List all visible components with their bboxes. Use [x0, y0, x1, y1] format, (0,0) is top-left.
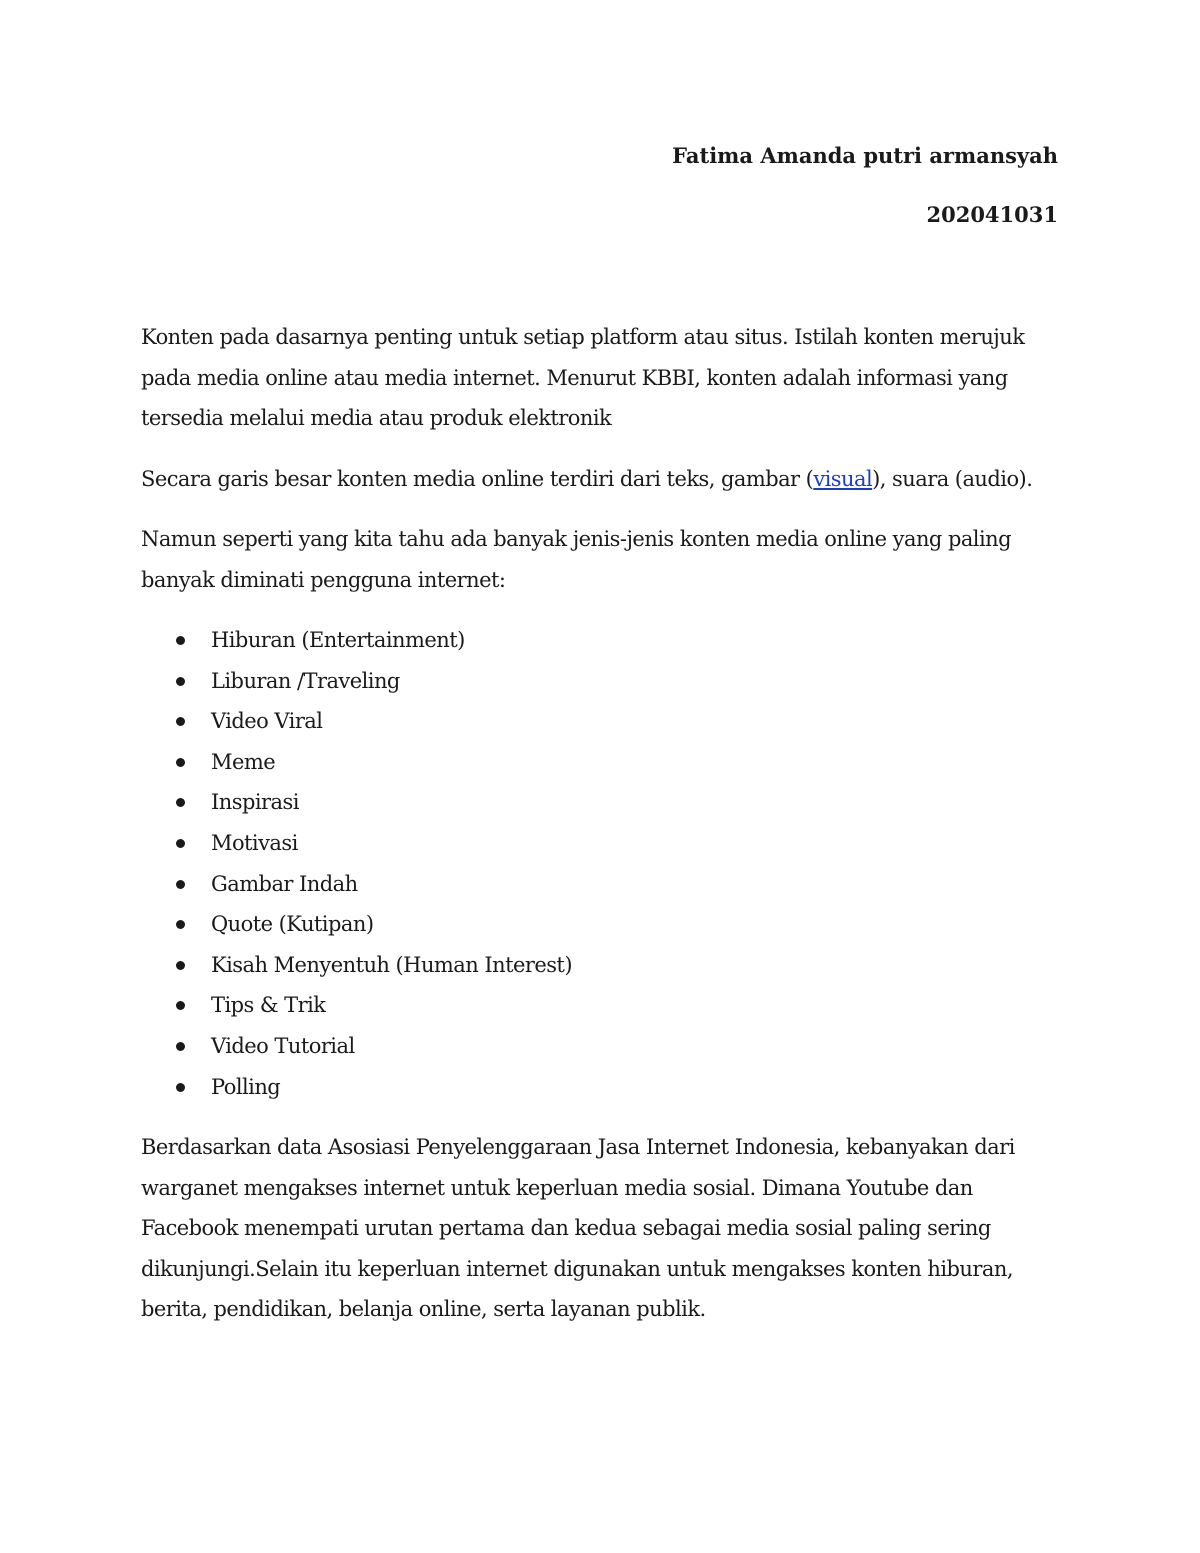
- list-item: [141, 1067, 1061, 1108]
- list-item: [141, 782, 1061, 823]
- bullet-icon: [176, 1001, 185, 1010]
- list-item-label: Kisah Menyentuh (Human Interest): [211, 952, 572, 977]
- content-types-text-after: ), suara (audio).: [872, 466, 1033, 491]
- student-id: 202041031: [926, 202, 1058, 227]
- list-item-label: Polling: [211, 1074, 281, 1099]
- list-item-label: Hiburan (Entertainment): [211, 628, 465, 652]
- bullet-icon: [176, 839, 185, 848]
- bullet-icon: [176, 717, 185, 726]
- document-header: [672, 138, 1058, 233]
- bullet-icon: [176, 961, 185, 970]
- list-item-label: Video Tutorial: [211, 1033, 355, 1058]
- list-item-label: Motivasi: [211, 830, 298, 855]
- list-item-label: Gambar Indah: [211, 871, 358, 896]
- list-item-label: Tips & Trik: [211, 993, 326, 1018]
- bullet-icon: [176, 758, 185, 767]
- list-item: [141, 985, 1061, 1026]
- content-types-text-before: Secara garis besar konten media online terdiri dari teks, gambar (: [141, 466, 814, 491]
- bullet-icon: [176, 677, 185, 686]
- list-item: [141, 823, 1061, 864]
- list-item: [141, 701, 1061, 742]
- list-item-label: Quote (Kutipan): [211, 912, 374, 937]
- intro-paragraph: Konten pada dasarnya penting untuk setiap platform atau situs. Istilah konten merujuk pada media online atau media internet. Menurut KBBI, konten adalah informasi yang tersedia melalui media atau produk elektronik: [141, 325, 1025, 430]
- content-type-list: [141, 620, 1061, 1107]
- bullet-icon: [176, 880, 185, 889]
- list-item-label: Meme: [211, 749, 276, 774]
- bullet-icon: [176, 1083, 185, 1092]
- list-item: [141, 742, 1061, 783]
- list-item: [141, 1026, 1061, 1067]
- list-item-label: Liburan /Traveling: [211, 668, 400, 693]
- list-item-label: Video Viral: [211, 709, 323, 734]
- list-item: [141, 945, 1061, 986]
- bullet-icon: [176, 798, 185, 807]
- list-item-label: Inspirasi: [211, 790, 299, 815]
- list-item: [141, 620, 1061, 661]
- bullet-icon: [176, 1042, 185, 1051]
- conclusion-paragraph: Berdasarkan data Asosiasi Penyelenggaraan Jasa Internet Indonesia, kebanyakan dari warganet mengakses internet untuk keperluan media sosial. Dimana Youtube dan Facebook menempati urutan pertama dan kedua sebagai media sosial paling sering dikunjungi.Selain itu keperluan internet digunakan untuk mengakses konten hiburan, berita, pendidikan, belanja online, serta layanan publik.: [141, 1135, 1015, 1322]
- content-types-paragraph: [141, 459, 1061, 500]
- list-item: [141, 661, 1061, 702]
- bullet-icon: [176, 636, 185, 645]
- bullet-icon: [176, 920, 185, 929]
- list-item: [141, 904, 1061, 945]
- document-body: [141, 317, 1061, 1350]
- author-name: Fatima Amanda putri armansyah: [672, 143, 1058, 168]
- visual-link[interactable]: visual: [813, 466, 873, 491]
- list-item: [141, 864, 1061, 905]
- list-intro-paragraph: Namun seperti yang kita tahu ada banyak jenis-jenis konten media online yang paling banyak diminati pengguna internet:: [141, 527, 1012, 592]
